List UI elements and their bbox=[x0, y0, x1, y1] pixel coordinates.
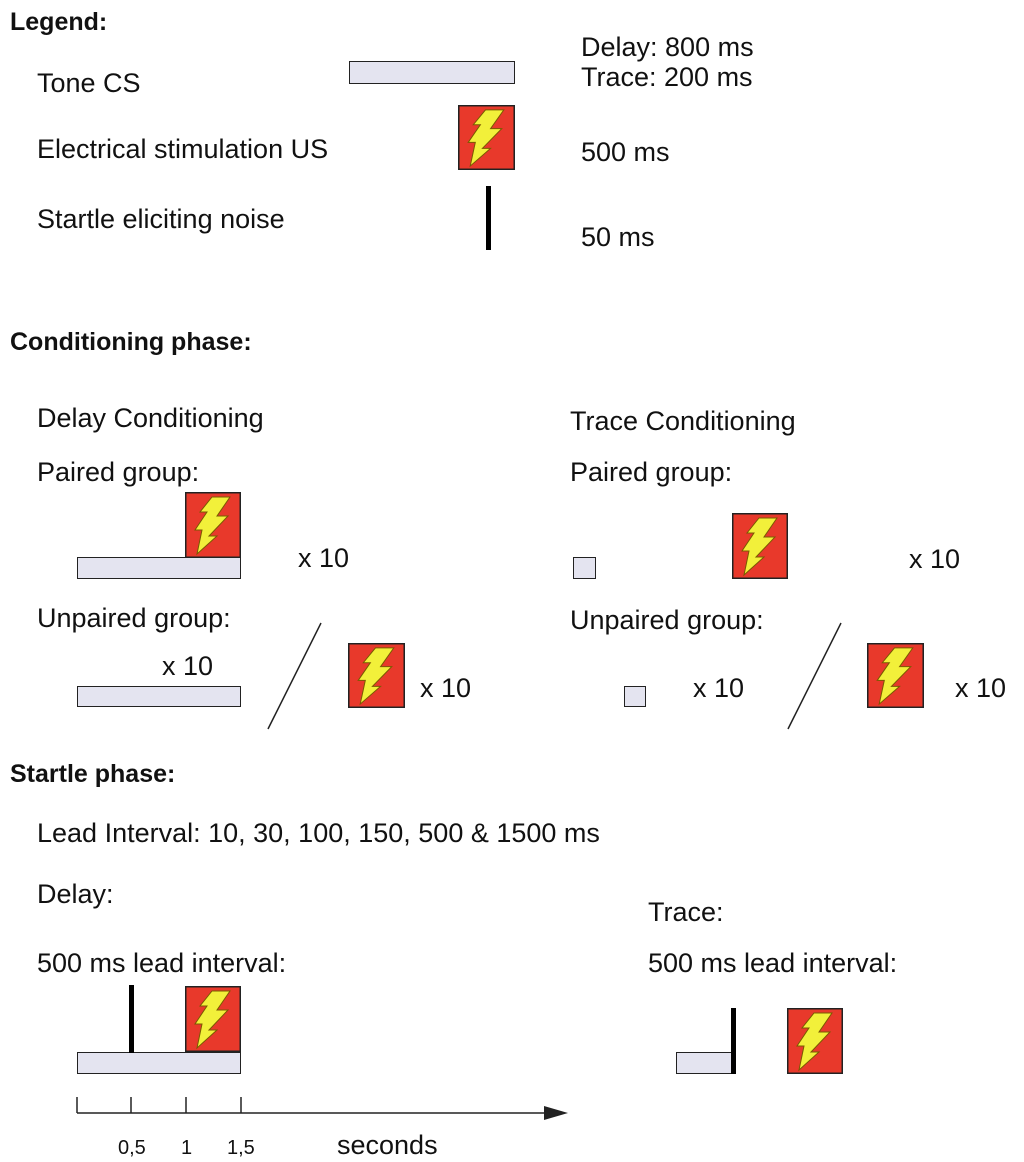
trace-unpaired-label: Unpaired group: bbox=[570, 605, 764, 635]
time-axis-arrowhead bbox=[544, 1106, 568, 1120]
startle-trace-label: Trace: bbox=[648, 897, 724, 927]
delay-paired-label: Paired group: bbox=[37, 457, 200, 487]
delay-paired-reps: x 10 bbox=[298, 543, 350, 573]
axis-tick-label-0-5: 0,5 bbox=[118, 1137, 146, 1159]
axis-unit-label: seconds bbox=[337, 1130, 438, 1160]
lead-interval-text: Lead Interval: 10, 30, 100, 150, 500 & 1500 ms bbox=[37, 818, 600, 848]
legend-tone-label: Tone CS bbox=[37, 68, 141, 98]
trace-unpaired-us-reps: x 10 bbox=[955, 673, 1007, 703]
trace-unpaired-tone-reps: x 10 bbox=[693, 673, 745, 703]
delay-unpaired-us-reps: x 10 bbox=[420, 673, 472, 703]
trace-cond-title: Trace Conditioning bbox=[570, 406, 796, 436]
axis-tick-label-1: 1 bbox=[181, 1137, 193, 1159]
legend-noise-label: Startle eliciting noise bbox=[37, 204, 285, 234]
delay-unpaired-tone-reps: x 10 bbox=[162, 651, 214, 681]
startle-delay-sub: 500 ms lead interval: bbox=[37, 948, 287, 978]
startle-trace-sub: 500 ms lead interval: bbox=[648, 948, 898, 978]
delay-unpaired-separator bbox=[268, 623, 321, 729]
axis-tick-label-1-5: 1,5 bbox=[227, 1137, 255, 1159]
startle-delay-label: Delay: bbox=[37, 879, 114, 909]
startle-heading: Startle phase: bbox=[10, 760, 176, 788]
delay-cond-title: Delay Conditioning bbox=[37, 403, 264, 433]
legend-us-label: Electrical stimulation US bbox=[37, 134, 329, 164]
delay-unpaired-label: Unpaired group: bbox=[37, 603, 231, 633]
trace-paired-reps: x 10 bbox=[909, 544, 961, 574]
trace-unpaired-separator bbox=[788, 623, 841, 729]
trace-paired-label: Paired group: bbox=[570, 457, 733, 487]
legend-noise-duration: 50 ms bbox=[581, 222, 655, 252]
conditioning-heading: Conditioning phase: bbox=[10, 328, 252, 356]
legend-us-duration: 500 ms bbox=[581, 137, 670, 167]
legend-tone-trace: Trace: 200 ms bbox=[581, 62, 753, 92]
legend-tone-delay: Delay: 800 ms bbox=[581, 32, 754, 62]
legend-heading: Legend: bbox=[10, 8, 108, 36]
